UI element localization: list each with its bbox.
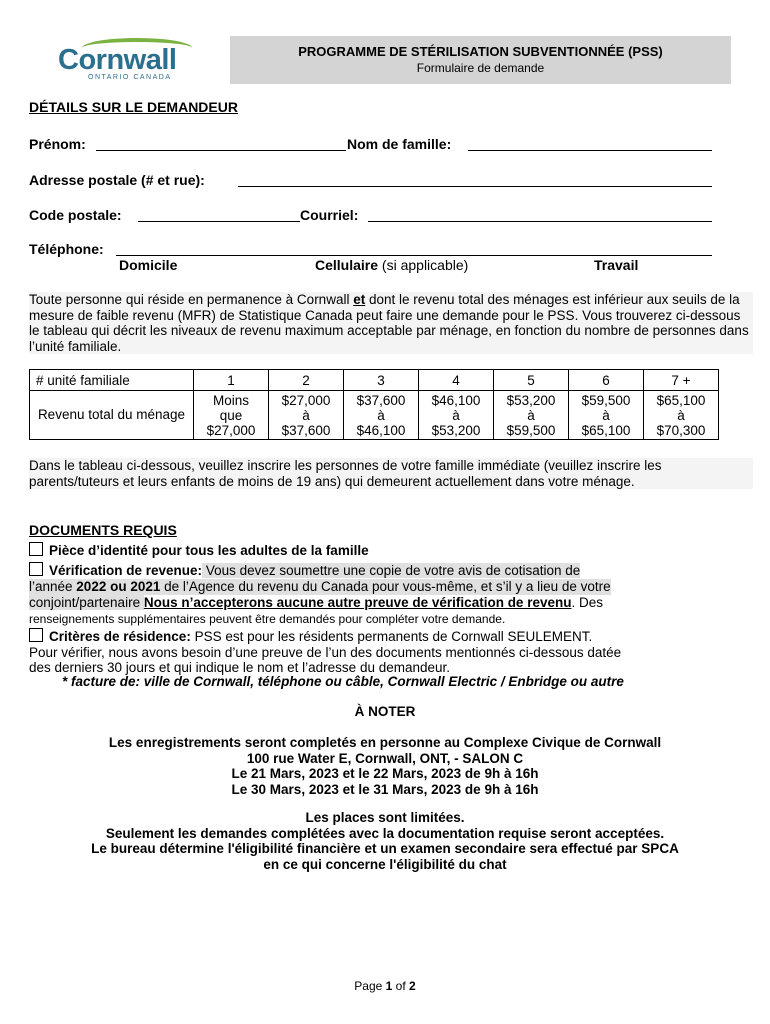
household-income-header: Revenu total du ménage [30,391,194,440]
phone-work-label: Travail [594,257,639,273]
income-range-cell: $37,600 à $46,100 [344,391,419,440]
last-name-label: Nom de famille: [347,136,452,152]
first-name-label: Prénom: [29,136,86,152]
phone-label: Téléphone: [29,241,104,257]
income-range-cell: Moins que $27,000 [194,391,269,440]
phone-cell-label: Cellulaire (si applicable) [315,257,469,273]
income-range-cell: $27,000 à $37,600 [269,391,344,440]
family-size-cell: 6 [569,370,644,391]
family-note: Dans le tableau ci-dessous, veuillez inscrire les personnes de votre famille immédiate (veuillez inscrire les parents/tuteurs et leurs enfants de moins de 19 ans) qui demeurent actuellement dans votre ménage. [29,458,753,489]
email-label: Courriel: [300,207,359,223]
doc-item-residence: Critères de résidence: PSS est pour les résidents permanents de Cornwall SEULEMENT. Pour vérifier, nous avons besoin d’une preuve de l’un des documents mentionnés ci-dessous datée des derniers 30 jours et qui indique le nom et l’adresse du demandeur. [29,629,622,675]
notice-conditions: Les places sont limitées. Seulement les demandes complétées avec la documentation requise seront acceptées. Le bureau détermine l'éligibilité financière et un examen secondaire sera effectué par SPCA en ce qui concerne l'éligibilité du chat [91,810,679,872]
income-threshold-table [29,369,719,440]
family-size-cell: 5 [494,370,569,391]
family-size-cell: 2 [269,370,344,391]
residence-proof-note: * facture de: ville de Cornwall, téléphone ou câble, Cornwall Electric / Enbridge ou autre [62,674,624,689]
eligibility-paragraph: Toute personne qui réside en permanence à Cornwall et dont le revenu total des ménages est inférieur aux seuils de la mesure de faible revenu (MFR) de Statistique Canada peut faire une demande pour le PSS. Vous trouverez ci-dessous le tableau qui décrit les niveaux de revenu maximum acceptable par ménage, en fonction du nombre de personnes dans l’unité familiale. [29,292,753,354]
form-title-box [230,36,731,84]
doc-item-id: Pièce d’identité pour tous les adultes de la famille [29,542,369,558]
family-size-cell: 1 [194,370,269,391]
family-size-cell: 3 [344,370,419,391]
email-field[interactable] [368,221,712,222]
page-number: Page 1 of 2 [354,979,416,993]
family-size-header: # unité familiale [30,370,194,391]
income-checkbox[interactable] [29,562,43,576]
applicant-heading: DÉTAILS SUR LE DEMANDEUR [29,99,238,115]
family-size-cell: 7 + [644,370,719,391]
documents-heading: DOCUMENTS REQUIS [29,522,177,538]
table-row [30,370,719,391]
family-size-cell: 4 [419,370,494,391]
cornwall-logo: Cornwall [58,44,177,76]
residence-checkbox[interactable] [29,628,43,642]
income-range-cell: $59,500 à $65,100 [569,391,644,440]
notice-heading: À NOTER [354,704,416,719]
table-row [30,391,719,440]
address-label: Adresse postale (# et rue): [29,172,205,188]
last-name-field[interactable] [468,150,712,151]
income-range-cell: $46,100 à $53,200 [419,391,494,440]
postal-code-label: Code postale: [29,207,122,223]
notice-registration: Les enregistrements seront completés en personne au Complexe Civique de Cornwall 100 rue Water E, Cornwall, ONT, - SALON C Le 21 Mars, 2023 et le 22 Mars, 2023 de 9h à 16h Le 30 Mars, 2023 et le 31 Mars, 2023 de 9h à 16h [108,735,662,797]
logo-subtitle: ONTARIO CANADA [88,74,172,81]
income-range-cell: $53,200 à $59,500 [494,391,569,440]
phone-home-label: Domicile [119,257,178,273]
income-range-cell: $65,100 à $70,300 [644,391,719,440]
phone-field[interactable] [116,255,712,256]
address-field[interactable] [238,186,712,187]
form-subtitle: Formulaire de demande [416,61,545,75]
first-name-field[interactable] [96,150,346,151]
postal-code-field[interactable] [138,221,300,222]
form-title: PROGRAMME DE STÉRILISATION SUBVENTIONNÉE (PSS) [298,44,663,59]
id-checkbox[interactable] [29,542,43,556]
doc-item-income: Vérification de revenue: Vous devez soumettre une copie de votre avis de cotisation de l’année 2022 ou 2021 de l’Agence du revenu du Canada pour vous-même, et s’il y a lieu de votre conjoint/partenaire Nous n’accepterons aucune autre preuve de vérification de revenu. Des renseignements supplémentaires peuvent être demandés pour compléter votre demande. [29,563,611,626]
